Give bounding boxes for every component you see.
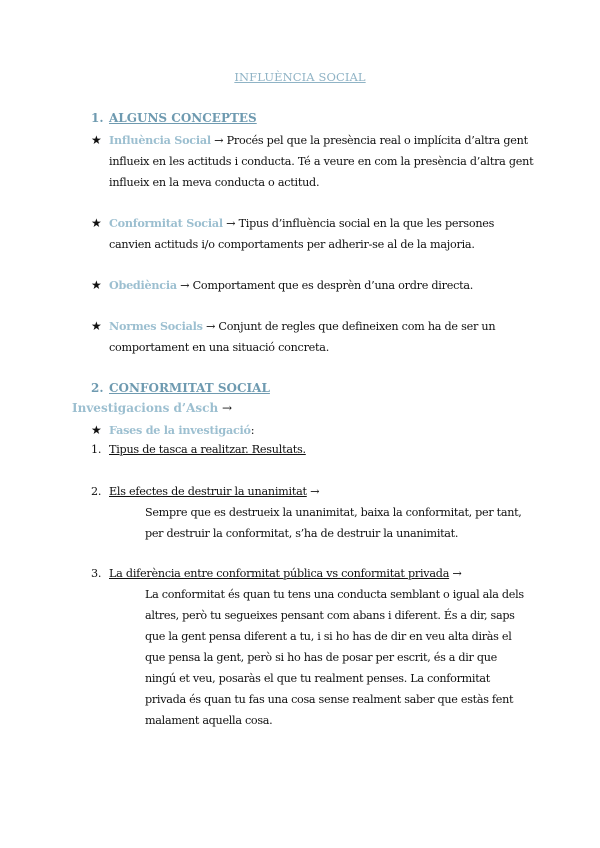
star-bullet-icon: ★ xyxy=(91,423,102,437)
arrow: → xyxy=(306,485,320,498)
numbered-item-2 xyxy=(91,485,319,498)
section-1-title: ALGUNS CONCEPTES xyxy=(109,111,257,125)
subheading-asch xyxy=(72,401,232,415)
item-number: 1. xyxy=(91,443,102,456)
numbered-item-3 xyxy=(91,567,462,580)
concept-term: Obediència xyxy=(109,278,177,292)
concept-normes-socials xyxy=(109,316,539,358)
numbered-item-2-body: Sempre que es destrueix la unanimitat, baixa la conformitat, per tant, per destruir la conformitat, s’ha de destruir la unanimitat. xyxy=(145,506,522,540)
arrow: → xyxy=(210,134,227,147)
star-bullet-icon: ★ xyxy=(91,278,102,292)
concept-definition: Procés pel que la presència real o implícita d’altra gent influeix en les actituds i conducta. Té a veure en com la presència d’altra gent influeix en la meva conducta o actitud. xyxy=(109,134,534,189)
section-1-heading xyxy=(91,111,257,125)
numbered-item-3-body: La conformitat és quan tu tens una conducta semblant o igual ala dels altres, però tu segueixes pensant com abans i diferent. És a dir, saps que la gent pensa diferent a tu, i si ho has de dir en veu alta diràs el que pensa la gent, però si ho has de posar per escrit, és a dir que ningú et veu, posaràs el que tu realment penses. La conformitat privada és quan tu fas una cosa sense realment saber que estàs fent malament aquella cosa. xyxy=(145,588,524,727)
item-label: La diferència entre conformitat pública vs conformitat privada xyxy=(109,567,450,580)
subheading-text: Investigacions d’Asch xyxy=(72,401,219,415)
section-2-heading xyxy=(91,381,270,395)
phases-term: Fases de la investigació xyxy=(109,423,251,437)
item-label: Tipus de tasca a realitzar. Resultats. xyxy=(109,443,306,456)
concept-term: Conformitat Social xyxy=(109,216,223,230)
arrow: → xyxy=(222,217,239,230)
concept-term: Influència Social xyxy=(109,133,211,147)
section-2-number: 2. xyxy=(91,381,104,395)
concept-obediencia xyxy=(109,275,539,296)
concept-influencia-social xyxy=(109,130,539,193)
arrow: → xyxy=(176,279,193,292)
concept-definition: Comportament que es desprèn d’una ordre directa. xyxy=(192,279,474,292)
concept-definition: Tipus d’influència social en la que les persones canvien actituds i/o comportaments per adherir-se al de la majoria. xyxy=(109,217,495,251)
concept-conformitat-social xyxy=(109,213,539,255)
page-title: INFLUÈNCIA SOCIAL xyxy=(234,70,366,84)
star-bullet-icon: ★ xyxy=(91,133,102,147)
arrow: → xyxy=(449,567,462,580)
item-number: 2. xyxy=(91,485,102,498)
star-bullet-icon: ★ xyxy=(91,319,102,333)
section-1-number: 1. xyxy=(91,111,104,125)
numbered-item-1 xyxy=(91,443,306,456)
item-number: 3. xyxy=(91,567,102,580)
phases-item xyxy=(109,420,539,441)
star-bullet-icon: ★ xyxy=(91,216,102,230)
arrow: → xyxy=(202,320,219,333)
colon: : xyxy=(250,424,255,437)
arrow: → xyxy=(218,401,233,415)
concept-definition: Conjunt de regles que defineixen com ha de ser un comportament en una situació concreta. xyxy=(109,320,496,354)
section-2-title: CONFORMITAT SOCIAL xyxy=(109,381,270,395)
item-label: Els efectes de destruir la unanimitat xyxy=(109,485,307,498)
concept-term: Normes Socials xyxy=(109,319,203,333)
